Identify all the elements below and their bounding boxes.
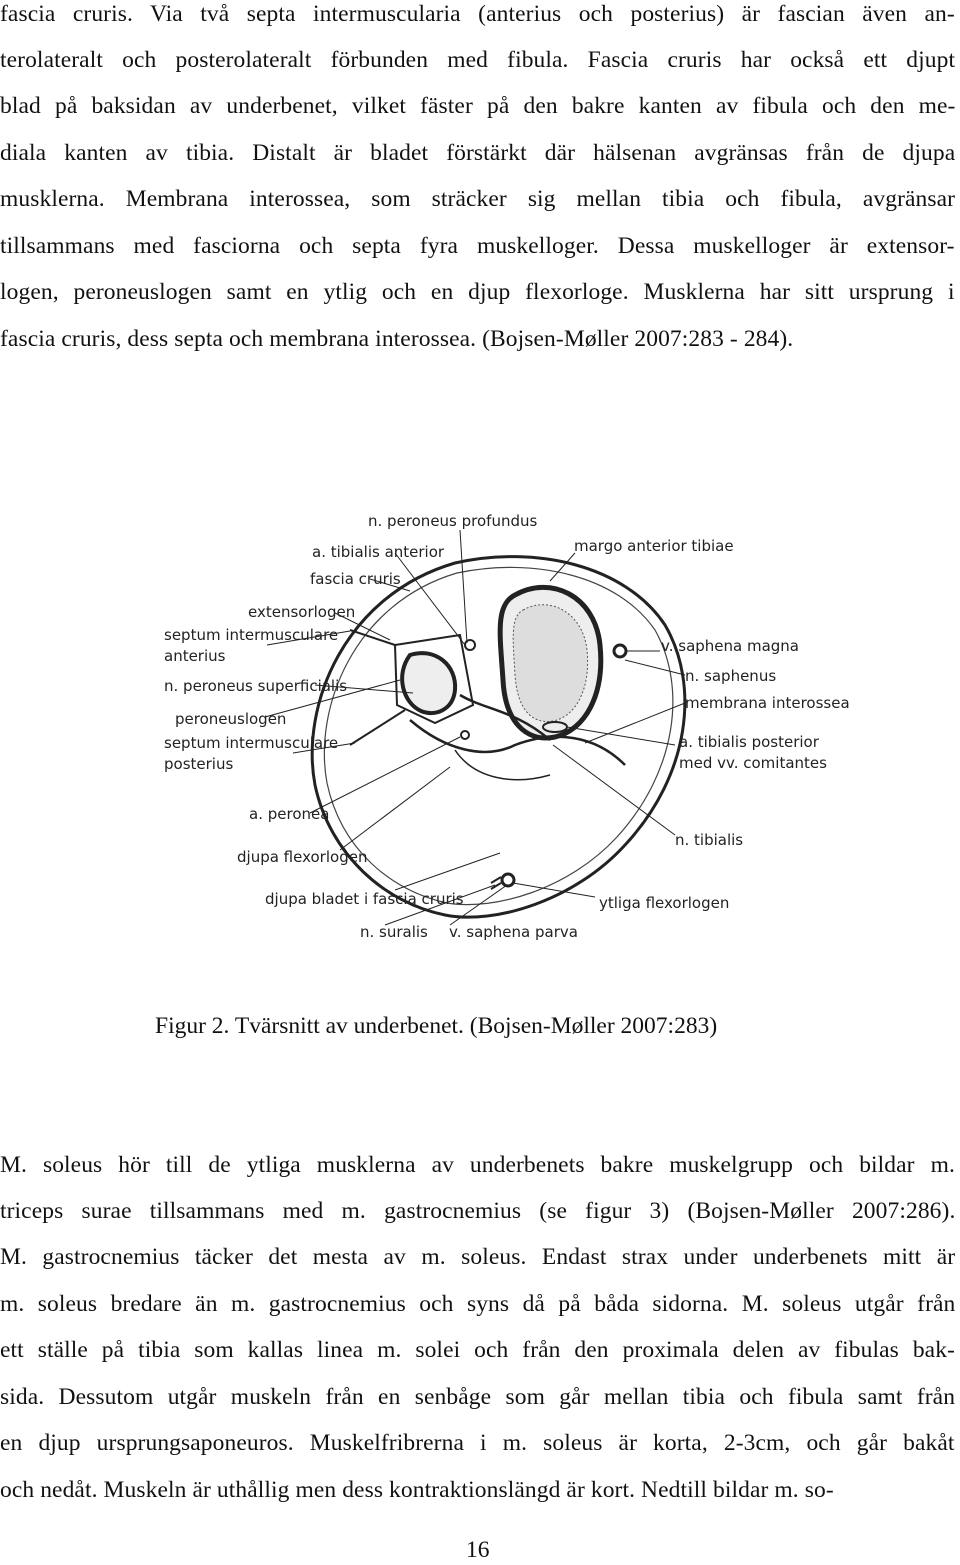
figure-caption: Figur 2. Tvärsnitt av underbenet. (Bojsen-Møller 2007:283) bbox=[155, 1013, 718, 1039]
text-line: tillsammans med fasciorna och septa fyra muskelloger. Dessa muskelloger är extensor- bbox=[0, 233, 955, 259]
text-line: en djup ursprungsaponeuros. Muskelfribrerna i m. soleus är korta, 2-3cm, och går bakåt bbox=[0, 1430, 955, 1456]
text-line: M. soleus hör till de ytliga musklerna av underbenets bakre muskelgrupp och bildar m. bbox=[0, 1152, 955, 1178]
label-peroneuslogen: peroneuslogen bbox=[175, 710, 287, 728]
label-septum-posterius-1: septum intermusculare bbox=[164, 734, 339, 752]
label-membrana-interossea: membrana interossea bbox=[685, 694, 850, 712]
label-peroneus-superficialis: n. peroneus superficialis bbox=[164, 677, 348, 695]
label-djupa-bladet: djupa bladet i fascia cruris bbox=[265, 890, 464, 908]
label-septum-posterius-2: posterius bbox=[164, 755, 234, 773]
label-extensorlogen: extensorlogen bbox=[248, 603, 356, 621]
label-peroneus-profundus: n. peroneus profundus bbox=[368, 512, 538, 530]
vessel-peronea bbox=[461, 731, 469, 739]
label-margo-anterior: margo anterior tibiae bbox=[574, 537, 734, 555]
vessel-saphena-parva bbox=[502, 874, 514, 886]
label-saphenus: n. saphenus bbox=[685, 667, 777, 685]
text-line: ett ställe på tibia som kallas linea m. solei och från den proximala delen av fibulas bak- bbox=[0, 1337, 955, 1363]
text-line: fascia cruris, dess septa och membrana interossea. (Bojsen-Møller 2007:283 - 284). bbox=[0, 326, 794, 352]
label-peronea: a. peronea bbox=[249, 805, 330, 823]
text-line: och nedåt. Muskeln är uthållig men dess kontraktionslängd är kort. Nedtill bildar m. so- bbox=[0, 1477, 834, 1503]
text-line: M. gastrocnemius täcker det mesta av m. soleus. Endast strax under underbenets mitt är bbox=[0, 1244, 956, 1270]
vessel-suralis bbox=[491, 877, 501, 889]
text-line: fascia cruris. Via två septa intermuscularia (anterius och posterius) är fascian även an- bbox=[0, 1, 955, 27]
label-fascia-cruris: fascia cruris bbox=[310, 570, 401, 588]
label-tibialis-nerve: n. tibialis bbox=[675, 831, 744, 849]
text-line: m. soleus bredare än m. gastrocnemius och syns då på båda sidorna. M. soleus utgår från bbox=[0, 1291, 956, 1317]
text-line: terolateralt och posterolateralt förbunden med fibula. Fascia cruris har också ett djupt bbox=[0, 47, 956, 73]
label-tibialis-anterior: a. tibialis anterior bbox=[312, 543, 445, 561]
tibia-marrow bbox=[513, 605, 587, 722]
label-saphena-magna: v. saphena magna bbox=[661, 637, 800, 655]
septum-anterius bbox=[350, 630, 395, 645]
label-saphena-parva: v. saphena parva bbox=[449, 923, 578, 941]
vessel-saphena-magna bbox=[614, 645, 626, 657]
label-septum-anterius-2: anterius bbox=[164, 647, 226, 665]
label-ytliga-flexorlogen: ytliga flexorlogen bbox=[599, 894, 730, 912]
text-line: logen, peroneuslogen samt en ytlig och en djup flexorloge. Musklerna har sitt ursprung i bbox=[0, 279, 955, 305]
page-number: 16 bbox=[466, 1537, 490, 1563]
leg-cross-section-figure bbox=[155, 505, 855, 950]
fibula-bone bbox=[402, 653, 455, 713]
label-suralis: n. suralis bbox=[360, 923, 428, 941]
text-line: triceps surae tillsammans med m. gastrocnemius (se figur 3) (Bojsen-Møller 2007:286). bbox=[0, 1198, 956, 1224]
text-line: blad på baksidan av underbenet, vilket fäster på den bakre kanten av fibula och den me- bbox=[0, 93, 956, 119]
label-tibialis-posterior-2: med vv. comitantes bbox=[679, 754, 827, 772]
label-tibialis-posterior-1: a. tibialis posterior bbox=[679, 733, 819, 751]
septum-posterius bbox=[350, 710, 405, 745]
label-septum-anterius-1: septum intermusculare bbox=[164, 626, 339, 644]
deep-compartment-line bbox=[455, 750, 550, 780]
text-line: musklerna. Membrana interossea, som sträcker sig mellan tibia och fibula, avgränsar bbox=[0, 186, 956, 212]
text-line: diala kanten av tibia. Distalt är bladet förstärkt där hälsenan avgränsas från de djupa bbox=[0, 140, 956, 166]
text-line: sida. Dessutom utgår muskeln från en senbåge som går mellan tibia och fibula samt från bbox=[0, 1384, 956, 1410]
label-djupa-flexorlogen: djupa flexorlogen bbox=[237, 848, 368, 866]
